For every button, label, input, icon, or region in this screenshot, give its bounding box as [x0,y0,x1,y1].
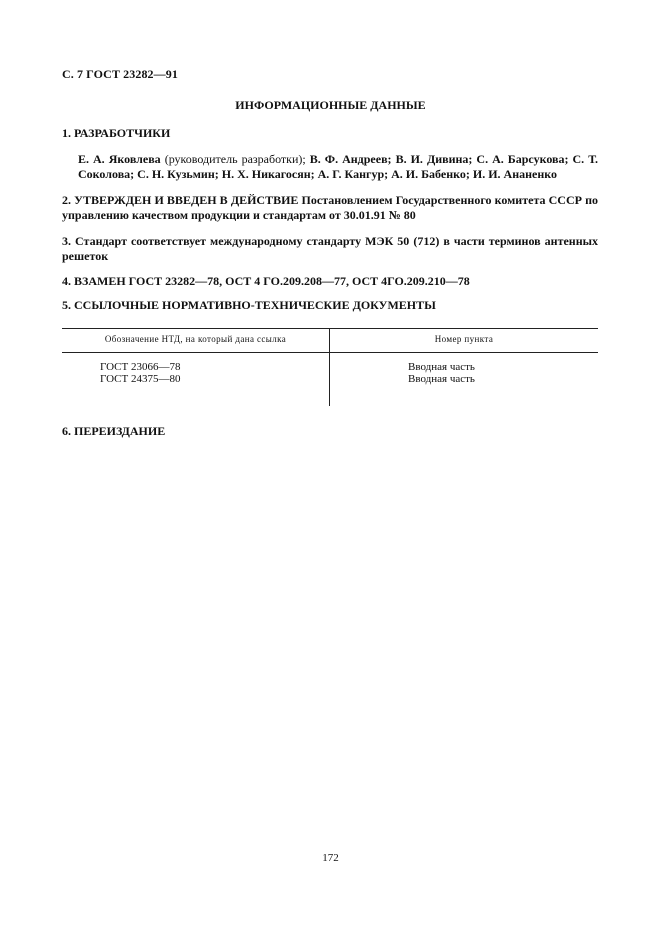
section-6-heading: 6. ПЕРЕИЗДАНИЕ [62,424,166,438]
section-1-developers [78,152,598,182]
section-1-heading: 1. РАЗРАБОТЧИКИ [62,126,171,140]
table-header-designation: Обозначение НТД, на который дана ссылка [104,334,287,344]
lead-developer-name: Е. А. Яковлева [78,152,161,166]
section-4-text: 4. ВЗАМЕН ГОСТ 23282—78, ОСТ 4 ГО.209.208—77, ОСТ 4ГО.209.210—78 [62,274,470,288]
table-cell-designation: ГОСТ 24375—80 [100,373,181,385]
table-cell-item-number: Вводная часть [408,373,475,385]
table-header-rule [62,352,598,353]
page-number: 172 [322,852,339,864]
table-top-rule [62,328,598,329]
page-header: С. 7 ГОСТ 23282—91 [62,67,178,81]
other-developers: В. Ф. Андреев; В. И. Дивина; С. А. Барсукова; С. Т. Соколова; С. Н. Кузьмин; Н. Х. Никагосян; А. Г. Кангур; А. И. Бабенко; И. И. Ананенко [78,152,598,181]
table-header-item-number: Номер пункта [434,334,494,344]
page-title: ИНФОРМАЦИОННЫЕ ДАННЫЕ [235,98,426,112]
section-2-text: 2. УТВЕРЖДЕН И ВВЕДЕН В ДЕЙСТВИЕ Постановлением Государственного комитета СССР по управлению качеством продукции и стандартам от 30.01.91 № 80 [62,193,598,222]
section-5-heading: 5. ССЫЛОЧНЫЕ НОРМАТИВНО-ТЕХНИЧЕСКИЕ ДОКУМЕНТЫ [62,298,436,312]
table-cell-item-number: Вводная часть [408,361,475,373]
lead-developer-role: (руководитель разработки); [164,152,306,166]
table-cell-designation: ГОСТ 23066—78 [100,361,181,373]
section-3-text: 3. Стандарт соответствует международному стандарту МЭК 50 (712) в части терминов антенных решеток [62,234,598,263]
references-table [62,328,598,406]
